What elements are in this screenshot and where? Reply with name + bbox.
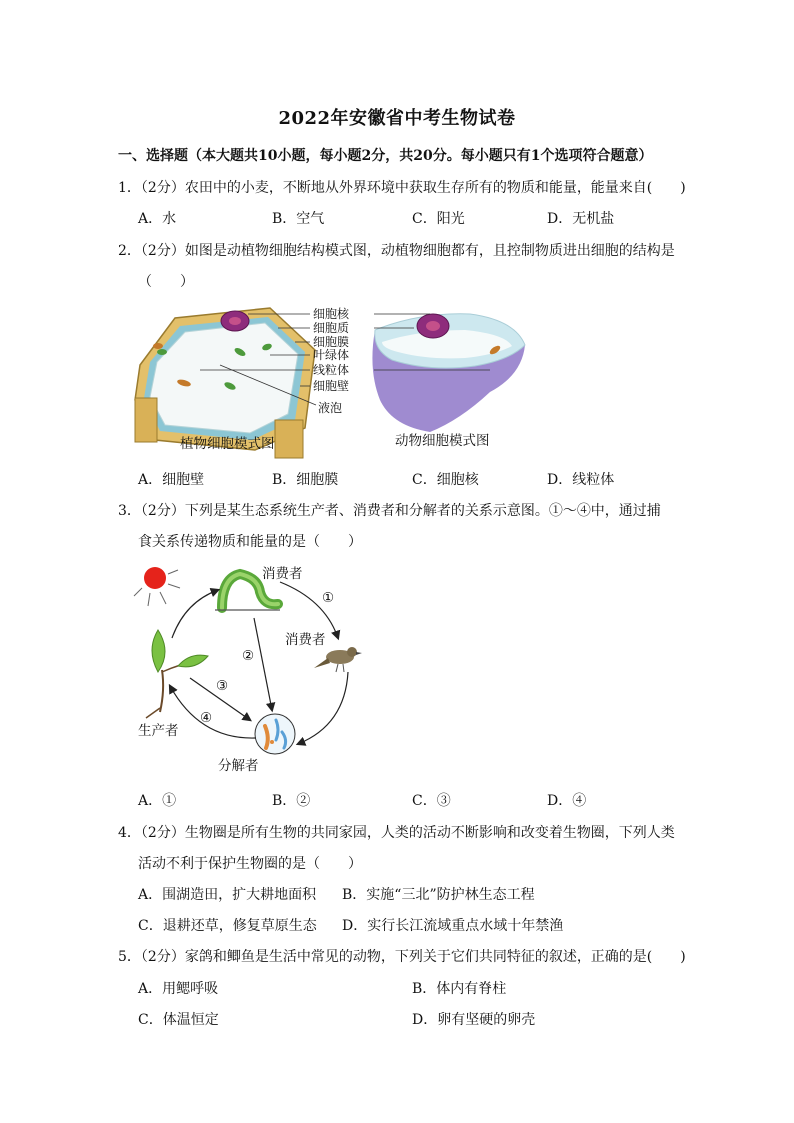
label-cytoplasm: 细胞质	[313, 321, 350, 335]
q5-option-c[interactable]: C．体温恒定	[138, 1012, 219, 1028]
q3-option-b[interactable]: B．②	[272, 793, 311, 809]
q2-option-d[interactable]: D．线粒体	[547, 472, 615, 488]
page-title: 2022年安徽省中考生物试卷	[278, 108, 516, 129]
q4-stem-line1: 4．（2分）生物圈是所有生物的共同家园，人类的活动不断影响和改变着生物圈，下列人类	[118, 825, 675, 841]
q5-option-d[interactable]: D．卵有坚硬的卵壳	[412, 1012, 536, 1028]
q4-stem-line2: 活动不利于保护生物圈的是（ ）	[138, 856, 362, 872]
sun-icon	[134, 567, 180, 606]
q4-option-c[interactable]: C．退耕还草，修复草原生态	[138, 918, 317, 934]
q1-option-b[interactable]: B．空气	[272, 211, 325, 227]
plant-cell-caption: 植物细胞模式图	[180, 436, 275, 452]
q5-stem: 5．（2分）家鸽和鲫鱼是生活中常见的动物，下列关于它们共同特征的叙述，正确的是( )	[118, 949, 686, 965]
q3-option-d[interactable]: D．④	[547, 793, 587, 809]
label-mitochondria: 线粒体	[313, 363, 350, 377]
label-cell-wall: 细胞壁	[313, 379, 350, 393]
label-chloroplast: 叶绿体	[313, 348, 350, 362]
q5-option-b[interactable]: B．体内有脊柱	[412, 981, 507, 997]
q2-option-c[interactable]: C．细胞核	[412, 472, 479, 488]
label-nucleus: 细胞核	[313, 307, 350, 321]
label-producer: 生产者	[138, 723, 179, 739]
q1-option-d[interactable]: D．无机盐	[547, 211, 615, 227]
q4-option-a[interactable]: A．围湖造田，扩大耕地面积	[138, 887, 317, 903]
arrow-label-4: ④	[200, 710, 213, 726]
label-vacuole: 液泡	[318, 401, 343, 415]
label-consumer-2: 消费者	[285, 632, 326, 648]
arrow-label-1: ①	[322, 590, 335, 606]
arrow-label-3: ③	[216, 678, 229, 694]
arrow-label-2: ②	[242, 648, 255, 664]
q2-option-a[interactable]: A．细胞壁	[138, 472, 205, 488]
q4-option-d[interactable]: D．实行长江流域重点水域十年禁渔	[342, 918, 564, 934]
decomposer-icon	[255, 714, 295, 754]
animal-cell-caption: 动物细胞模式图	[395, 433, 490, 449]
animal-cell	[372, 314, 525, 432]
q1-option-a[interactable]: A．水	[138, 211, 177, 227]
q3-option-c[interactable]: C．③	[412, 793, 451, 809]
q4-option-b[interactable]: B．实施“三北”防护林生态工程	[342, 887, 535, 903]
q3-stem-line1: 3．（2分）下列是某生态系统生产者、消费者和分解者的关系示意图。①～④中，通过捕	[118, 503, 661, 519]
q1-stem: 1．（2分）农田中的小麦，不断地从外界环境中获取生存所有的物质和能量，能量来自( )	[118, 180, 686, 196]
q2-stem-line1: 2．（2分）如图是动植物细胞结构模式图，动植物细胞都有，且控制物质进出细胞的结构是	[118, 243, 675, 259]
q1-option-c[interactable]: C．阳光	[412, 211, 465, 227]
q3-stem-line2: 食关系传递物质和能量的是（ ）	[138, 534, 362, 550]
label-consumer-1: 消费者	[262, 566, 303, 582]
label-cell-membrane: 细胞膜	[313, 335, 350, 349]
bird-icon	[314, 647, 362, 672]
q5-option-a[interactable]: A．用鳃呼吸	[138, 981, 219, 997]
label-decomposer: 分解者	[218, 758, 259, 774]
section-heading: 一、选择题（本大题共10小题，每小题2分，共20分。每小题只有1个选项符合题意）	[118, 148, 653, 164]
ecosystem-diagram	[130, 560, 370, 780]
q2-option-b[interactable]: B．细胞膜	[272, 472, 339, 488]
q2-stem-line2: （ ）	[138, 274, 194, 290]
cell-diagram	[130, 300, 550, 460]
plant-icon	[146, 630, 208, 718]
q3-option-a[interactable]: A．①	[138, 793, 177, 809]
